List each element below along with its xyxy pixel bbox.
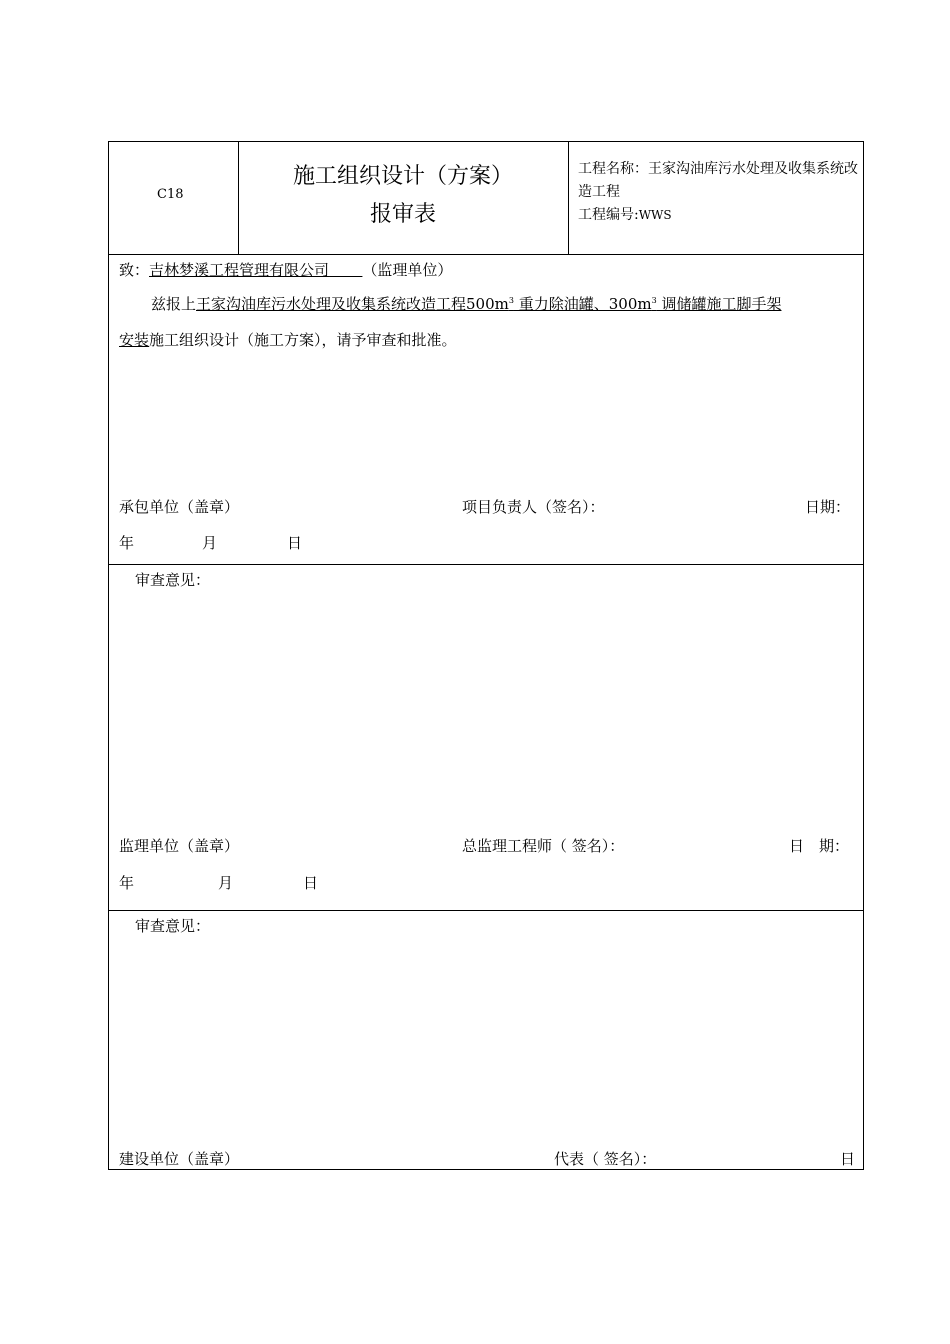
contractor-seal-label: 承包单位（盖章） [119,498,240,516]
owner-seal-label: 建设单位（盖章） [119,1150,240,1168]
header-divider-2 [568,142,569,254]
submission-body-line1: 兹报上王家沟油库污水处理及收集系统改造工程$500m^3$ 重力除油罐、$300m^3$ 调储罐施工脚手架 [151,295,782,313]
date-day: 日 [840,1150,856,1168]
recipient-company: 吉林梦溪工程管理有限公司 [149,261,330,279]
project-number-label: 工程编号: [578,207,639,223]
project-name-label: 工程名称： [578,161,648,177]
supervisor-opinion-label: 审查意见： [135,571,211,589]
form-title-line2: 报审表 [369,202,436,227]
section2-bottom-border [109,910,863,911]
date-label: 日期： [805,498,851,516]
date-year: 年 [119,874,135,892]
project-number: WWS [638,208,672,222]
owner-opinion-label: 审查意见： [135,917,211,935]
recipient-role: （监理单位） [362,261,453,279]
to-label: 致： [119,261,150,279]
date-month: 月 [202,534,218,552]
supervisor-seal-label: 监理单位（盖章） [119,837,240,855]
form-title-line1: 施工组织设计（方案） [292,164,513,189]
submission-body-line2: 安装施工组织设计（施工方案），请予审查和批准。 [119,331,457,349]
date-day: 日 [287,534,303,552]
header-bottom-border [109,254,863,255]
date-label: 日 期： [789,837,850,855]
date-year: 年 [119,534,135,552]
project-manager-signature-label: 项目负责人（签名）： [462,498,605,516]
date-month: 月 [218,874,234,892]
addressee-line [119,259,452,280]
representative-signature-label: 代表（ 签名）： [554,1150,657,1168]
approval-form [108,141,864,1170]
form-code: C18 [157,187,184,202]
date-day: 日 [303,874,319,892]
submission-project: 王家沟油库污水处理及收集系统改造工程$500m^3$ 重力除油罐、$300m^3$ 调储罐施工脚手架 [196,295,782,313]
section1-bottom-border [109,564,863,565]
chief-engineer-signature-label: 总监理工程师（ 签名）： [462,837,625,855]
project-info [578,158,860,227]
project-name: 王家沟油库污水处理及收集系统改造工程 [578,161,858,200]
